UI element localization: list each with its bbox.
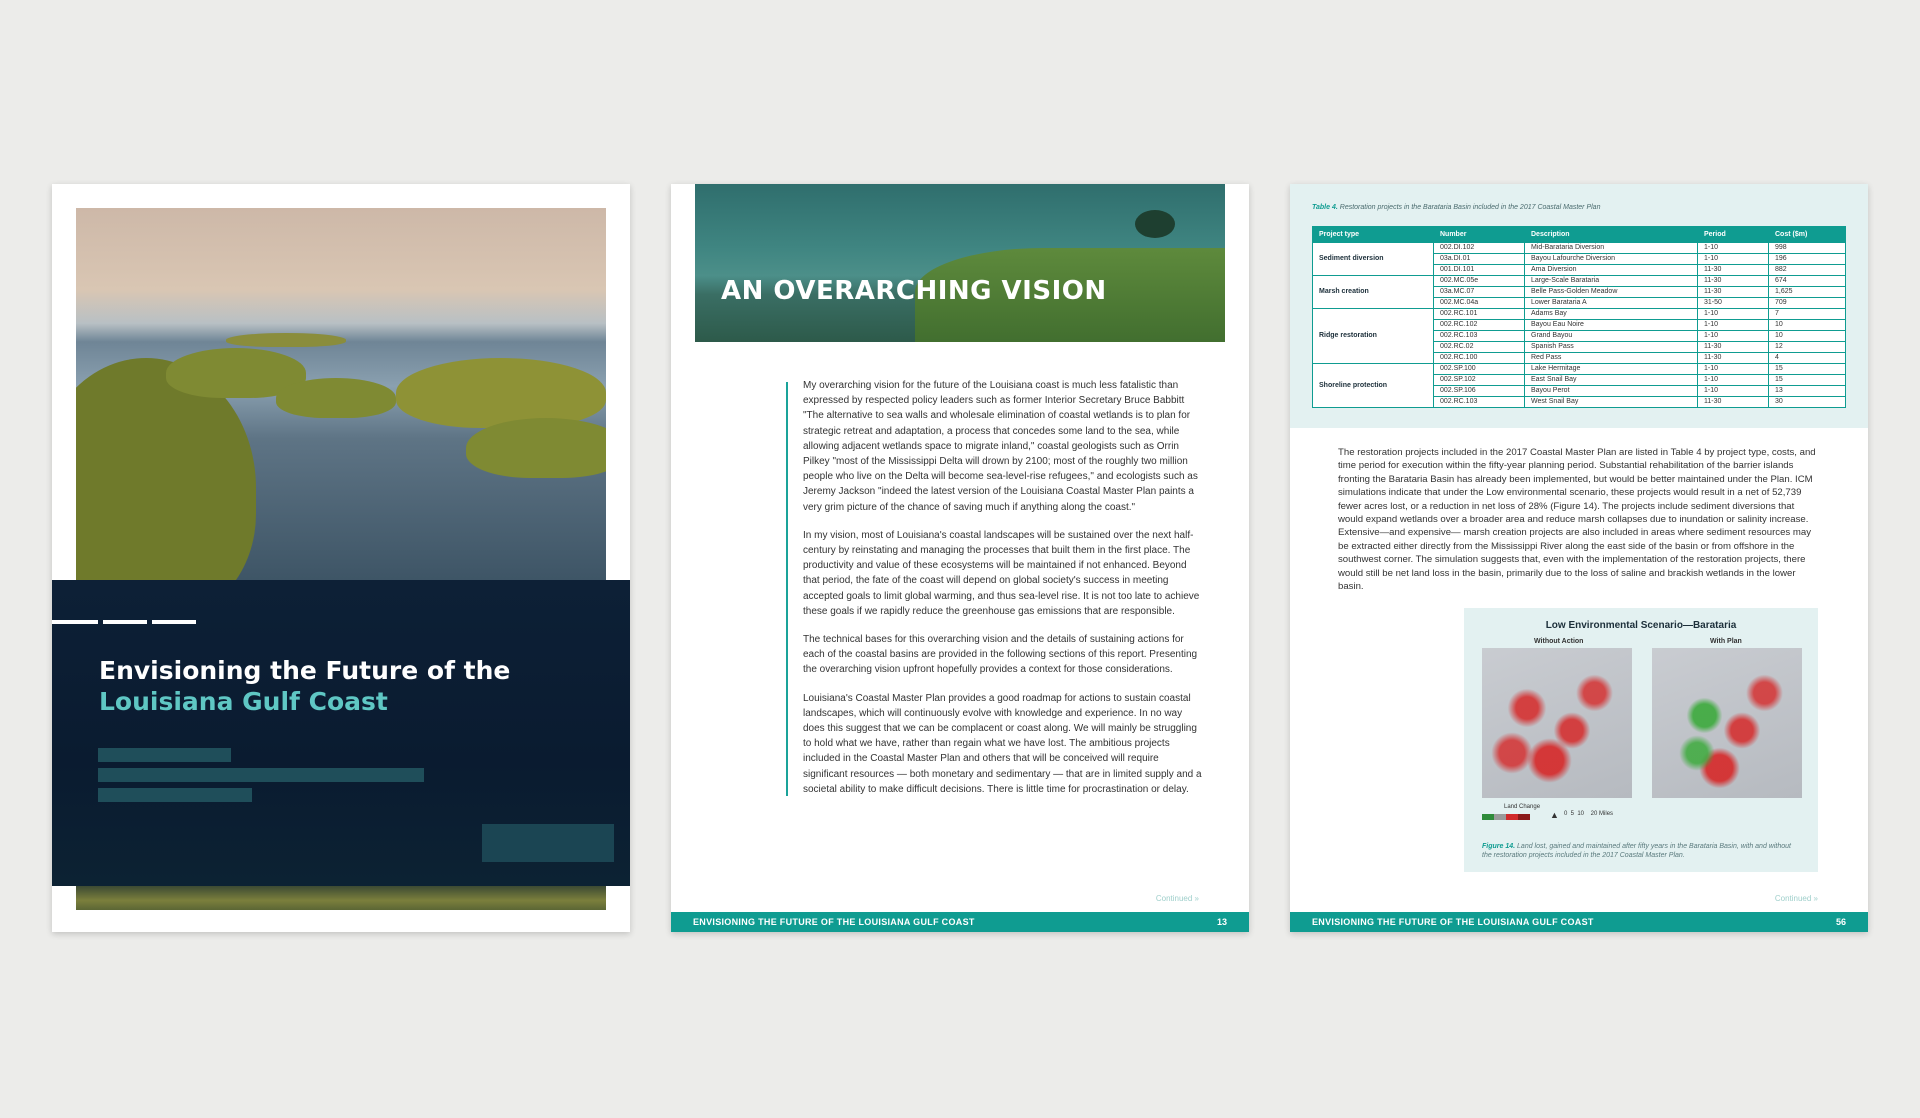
table-cell: 11-30 xyxy=(1698,353,1769,364)
table-cell: 882 xyxy=(1769,265,1846,276)
cover-grass-strip xyxy=(76,886,606,910)
cover-dash xyxy=(52,620,98,624)
hero-photo xyxy=(695,184,1225,342)
table-cell: 7 xyxy=(1769,309,1846,320)
table-cell: 10 xyxy=(1769,331,1846,342)
table-cell: Bayou Lafourche Diversion xyxy=(1525,254,1698,265)
cover-dash xyxy=(103,620,147,624)
table-cell: Mid-Barataria Diversion xyxy=(1525,243,1698,254)
table-cell: 12 xyxy=(1769,342,1846,353)
table-cell: 11-30 xyxy=(1698,265,1769,276)
table-cell: 002.SP.106 xyxy=(1434,386,1525,397)
table-cell: 03a.MC.07 xyxy=(1434,287,1525,298)
table-caption xyxy=(1312,204,1600,211)
table-caption-label: Table 4. xyxy=(1312,204,1338,211)
cover-placeholder-bar xyxy=(98,748,231,762)
table-cell: Bayou Eau Noire xyxy=(1525,320,1698,331)
map-label-without-action: Without Action xyxy=(1534,638,1584,645)
table-cell: 002.SP.102 xyxy=(1434,375,1525,386)
table-cell: 002.RC.103 xyxy=(1434,331,1525,342)
table-row xyxy=(1313,276,1846,287)
table-cell: 196 xyxy=(1769,254,1846,265)
pull-rule xyxy=(786,382,788,796)
table-cell: 11-30 xyxy=(1698,276,1769,287)
figure-caption-label: Figure 14. xyxy=(1482,843,1516,850)
paragraph: Louisiana's Coastal Master Plan provides a good roadmap for actions to sustain coastal landscapes, which will continuously evolve with knowledge and experience. In no way does this suggest that we can be complacent or coast along. We will mainly be struggling to hold what we have, rather than regain what we have lost. The ambitious projects included in the Coastal Master Plan and others that will be conceived will require significant resources — both monetary and sedimentary — that are in limited supply and a societal ability to make difficult decisions. There is little time for procrastination or delay. xyxy=(803,692,1202,795)
vision-page[interactable] xyxy=(671,184,1249,932)
continued-link[interactable]: Continued » xyxy=(1155,894,1199,903)
project-type-cell: Shoreline protection xyxy=(1313,364,1434,408)
project-type-cell: Sediment diversion xyxy=(1313,243,1434,276)
body-text: The restoration projects included in the 2017 Coastal Master Plan are listed in Table 4 by project type, costs, and time period for execution within the fifty-year planning period. Substantial rehabilitation of the barrier islands fronting the Barataria Basin has already been implemented, but would be better maintained under the Plan. ICM simulations indicate that under the Low environmental scenario, these projects would result in a net of 52,739 fewer acres lost, or a reduction in net loss of 28% (Figure 14). The projects include sediment diversions that would expand wetlands over a broader area and reduce marsh collapses due to inundation or salinity increase. Extensive—and expensive— marsh creation projects are also included in areas where sediment resources may be extracted either directly from the Mississippi River along the east side of the basin or from offshore in the southwest corner. The simulation suggests that, even with the implementation of the restoration projects, there would still be net land loss in the basin, primarily due to the loss of saline and brackish wetlands in the lower basin. xyxy=(1338,447,1816,593)
table-cell: 1-10 xyxy=(1698,331,1769,342)
table-cell: 002.RC.02 xyxy=(1434,342,1525,353)
cover-placeholder-bar xyxy=(98,768,424,782)
table-cell: Bayou Perot xyxy=(1525,386,1698,397)
table-header-row xyxy=(1313,227,1846,243)
figure-panel xyxy=(1464,608,1818,872)
table-cell: 11-30 xyxy=(1698,342,1769,353)
footer-title: ENVISIONING THE FUTURE OF THE LOUISIANA GULF COAST xyxy=(693,917,975,927)
column-header: Number xyxy=(1434,227,1525,243)
table-cell: 4 xyxy=(1769,353,1846,364)
figure-title: Low Environmental Scenario—Barataria xyxy=(1545,620,1737,631)
table-cell: 13 xyxy=(1769,386,1846,397)
table-cell: 1-10 xyxy=(1698,309,1769,320)
continued-link[interactable]: Continued » xyxy=(1774,894,1818,903)
cover-title-line2: Louisiana Gulf Coast xyxy=(99,687,388,716)
table-cell: 15 xyxy=(1769,364,1846,375)
table-cell: 1-10 xyxy=(1698,254,1769,265)
table-row xyxy=(1313,309,1846,320)
cover-title xyxy=(99,655,579,717)
legend-swatch-loss-dark xyxy=(1518,814,1530,820)
column-header: Project type xyxy=(1313,227,1434,243)
paragraph: The technical bases for this overarching vision and the details of sustaining actions for each of the coastal basins are provided in the following sections of this report. Presenting the overarching vision upfront hopefully provides a context for those considerations. xyxy=(803,634,1198,676)
page-number: 56 xyxy=(1835,917,1846,927)
table-cell: Red Pass xyxy=(1525,353,1698,364)
table-cell: Belle Pass-Golden Meadow xyxy=(1525,287,1698,298)
north-arrow-icon: ▲ xyxy=(1550,810,1559,820)
table-cell: East Snail Bay xyxy=(1525,375,1698,386)
table-cell: Lower Barataria A xyxy=(1525,298,1698,309)
hero-tree xyxy=(1135,210,1175,238)
table-caption-text: Restoration projects in the Barataria Basin included in the 2017 Coastal Master Plan xyxy=(1339,204,1601,211)
table-cell: 001.DI.101 xyxy=(1434,265,1525,276)
table-cell: 03a.DI.01 xyxy=(1434,254,1525,265)
table-cell: 10 xyxy=(1769,320,1846,331)
legend-label: Land Change xyxy=(1504,804,1541,810)
page-footer xyxy=(671,912,1249,932)
map-without-action xyxy=(1482,648,1632,798)
cover-page[interactable] xyxy=(52,184,630,932)
legend-swatch-gain xyxy=(1482,814,1494,820)
table-cell: 998 xyxy=(1769,243,1846,254)
legend-swatch-loss xyxy=(1506,814,1518,820)
table-row xyxy=(1313,243,1846,254)
page-footer xyxy=(1290,912,1868,932)
column-header: Period xyxy=(1698,227,1769,243)
table-cell: 002.RC.101 xyxy=(1434,309,1525,320)
scale-bar: 0 5 10 20 Miles xyxy=(1564,811,1614,817)
paragraph: In my vision, most of Louisiana's coastal landscapes will be sustained over the next half-century by reinstating and managing the processes that built them in the first place. The productivity and value of these ecosystems will be maintained if not enhanced. Beyond that period, the fate of the coast will depend on global society's success in meeting accepted goals to limit global warming, and thus sea-level rise. It is not too late to achieve these goals if we rapidly reduce the greenhouse gas emissions that are responsible. xyxy=(803,529,1200,617)
table-cell: 709 xyxy=(1769,298,1846,309)
cover-marsh-photo xyxy=(76,208,606,580)
body-text xyxy=(803,378,1203,810)
table-cell: 1-10 xyxy=(1698,386,1769,397)
section-heading: AN OVERARCHING VISION xyxy=(721,276,1107,306)
cover-placeholder-bar xyxy=(98,788,252,802)
footer-title: ENVISIONING THE FUTURE OF THE LOUISIANA GULF COAST xyxy=(1312,917,1594,927)
barataria-page[interactable] xyxy=(1290,184,1868,932)
table-cell: 31-50 xyxy=(1698,298,1769,309)
table-cell: Large-Scale Barataria xyxy=(1525,276,1698,287)
legend-swatch-maintained xyxy=(1494,814,1506,820)
page-number: 13 xyxy=(1216,917,1227,927)
map-legend xyxy=(1482,804,1812,826)
map-with-plan xyxy=(1652,648,1802,798)
table-row xyxy=(1313,364,1846,375)
table-cell: Spanish Pass xyxy=(1525,342,1698,353)
table-cell: 002.RC.103 xyxy=(1434,397,1525,408)
table-cell: 1-10 xyxy=(1698,320,1769,331)
table-cell: 002.RC.100 xyxy=(1434,353,1525,364)
table-cell: 1,625 xyxy=(1769,287,1846,298)
table-cell: 002.SP.100 xyxy=(1434,364,1525,375)
cover-dash xyxy=(152,620,196,624)
table-cell: 30 xyxy=(1769,397,1846,408)
table-cell: 674 xyxy=(1769,276,1846,287)
table-cell: Adams Bay xyxy=(1525,309,1698,320)
table-cell: Lake Hermitage xyxy=(1525,364,1698,375)
project-type-cell: Ridge restoration xyxy=(1313,309,1434,364)
map-label-with-plan: With Plan xyxy=(1710,638,1742,645)
project-type-cell: Marsh creation xyxy=(1313,276,1434,309)
cover-placeholder-box xyxy=(482,824,614,862)
cover-title-panel xyxy=(52,580,630,886)
table-cell: 11-30 xyxy=(1698,287,1769,298)
table-cell: 1-10 xyxy=(1698,364,1769,375)
table-cell: 11-30 xyxy=(1698,397,1769,408)
table-cell: 002.MC.05e xyxy=(1434,276,1525,287)
figure-caption-text: Land lost, gained and maintained after fifty years in the Barataria Basin, with and without the restoration projects included in the 2017 Coastal Master Plan. xyxy=(1482,843,1791,859)
table-cell: 1-10 xyxy=(1698,375,1769,386)
column-header: Description xyxy=(1525,227,1698,243)
table-cell: Ama Diversion xyxy=(1525,265,1698,276)
figure-caption xyxy=(1482,842,1802,860)
table-cell: 1-10 xyxy=(1698,243,1769,254)
cover-title-line1: Envisioning the Future of the xyxy=(99,656,511,685)
table-cell: 15 xyxy=(1769,375,1846,386)
table-cell: Grand Bayou xyxy=(1525,331,1698,342)
projects-table xyxy=(1312,226,1846,408)
table-body xyxy=(1313,243,1846,408)
table-cell: 002.RC.102 xyxy=(1434,320,1525,331)
table-cell: West Snail Bay xyxy=(1525,397,1698,408)
column-header: Cost ($m) xyxy=(1769,227,1846,243)
table-cell: 002.MC.04a xyxy=(1434,298,1525,309)
table-panel xyxy=(1290,184,1868,428)
paragraph: My overarching vision for the future of the Louisiana coast is much less fatalistic than expressed by respected policy leaders such as former Interior Secretary Bruce Babbitt "The alternative to sea walls and wholesale elimination of coastal wetlands is to plan for strategic retreat and adaptation, a process that concedes some land to the sea, while allowing adjacent wetlands space to migrate inland," coastal geologists such as Orrin Pilkey "most of the Mississippi Delta will drown by 2100; most of the roughly two million people who live on the Delta will become sea-level-rise refugees," and ecologists such as Jeremy Jackson "indeed the latest version of the Louisiana Coastal Master Plan paints a very grim picture of the chance of saving much if anything along the coast." xyxy=(803,380,1198,513)
table-cell: 002.DI.102 xyxy=(1434,243,1525,254)
